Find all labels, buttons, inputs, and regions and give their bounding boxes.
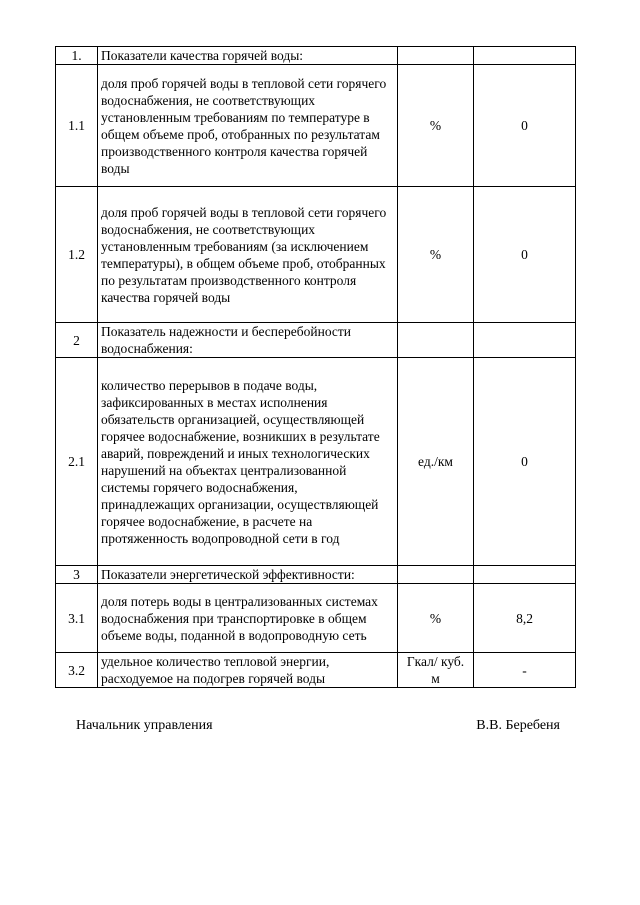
table-row [56, 584, 576, 653]
row-number: 3.1 [56, 584, 98, 653]
row-value: 0 [474, 187, 576, 323]
row-unit [398, 47, 474, 65]
row-unit [398, 566, 474, 584]
table-row [56, 566, 576, 584]
row-value: 0 [474, 358, 576, 566]
row-number: 1.1 [56, 65, 98, 187]
row-description: доля потерь воды в централизованных системах водоснабжения при транспортировке в общем объеме воды, поданной в водопроводную сеть [98, 584, 398, 653]
row-unit [398, 323, 474, 358]
row-description: удельное количество тепловой энергии, расходуемое на подогрев горячей воды [98, 653, 398, 688]
table-row [56, 187, 576, 323]
row-value: - [474, 653, 576, 688]
signer-position: Начальник управления [76, 718, 213, 733]
row-description: Показатель надежности и бесперебойности водоснабжения: [98, 323, 398, 358]
row-description: доля проб горячей воды в тепловой сети горячего водоснабжения, не соответствующих установленным требованиям (за исключением температуры), в общем объеме проб, отобранных по результатам производственного контроля качества горячей воды [98, 187, 398, 323]
table-row [56, 47, 576, 65]
row-number: 1. [56, 47, 98, 65]
table-row [56, 358, 576, 566]
indicators-table [55, 46, 576, 688]
signer-name: В.В. Беребеня [476, 718, 560, 733]
row-description: Показатели энергетической эффективности: [98, 566, 398, 584]
row-unit: % [398, 65, 474, 187]
row-unit: % [398, 584, 474, 653]
row-unit: % [398, 187, 474, 323]
row-value: 8,2 [474, 584, 576, 653]
row-number: 3 [56, 566, 98, 584]
row-number: 1.2 [56, 187, 98, 323]
table-row [56, 653, 576, 688]
table-row [56, 65, 576, 187]
row-number: 2.1 [56, 358, 98, 566]
row-value [474, 47, 576, 65]
row-description: количество перерывов в подаче воды, зафиксированных в местах исполнения обязательств организацией, осуществляющей горячее водоснабжение, возникших в результате аварий, повреждений и иных технологических нарушений на объектах централизованной системы горячего водоснабжения, принадлежащих организации, осуществляющей горячее водоснабжение, в расчете на протяженность водопроводной сети в год [98, 358, 398, 566]
row-description: Показатели качества горячей воды: [98, 47, 398, 65]
row-description: доля проб горячей воды в тепловой сети горячего водоснабжения, не соответствующих установленным требованиям по температуре в общем объеме проб, отобранных по результатам производственного контроля качества горячей воды [98, 65, 398, 187]
row-unit: Гкал/ куб. м [398, 653, 474, 688]
row-value [474, 323, 576, 358]
row-number: 2 [56, 323, 98, 358]
row-value [474, 566, 576, 584]
row-unit: ед./км [398, 358, 474, 566]
table-row [56, 323, 576, 358]
row-value: 0 [474, 65, 576, 187]
row-number: 3.2 [56, 653, 98, 688]
